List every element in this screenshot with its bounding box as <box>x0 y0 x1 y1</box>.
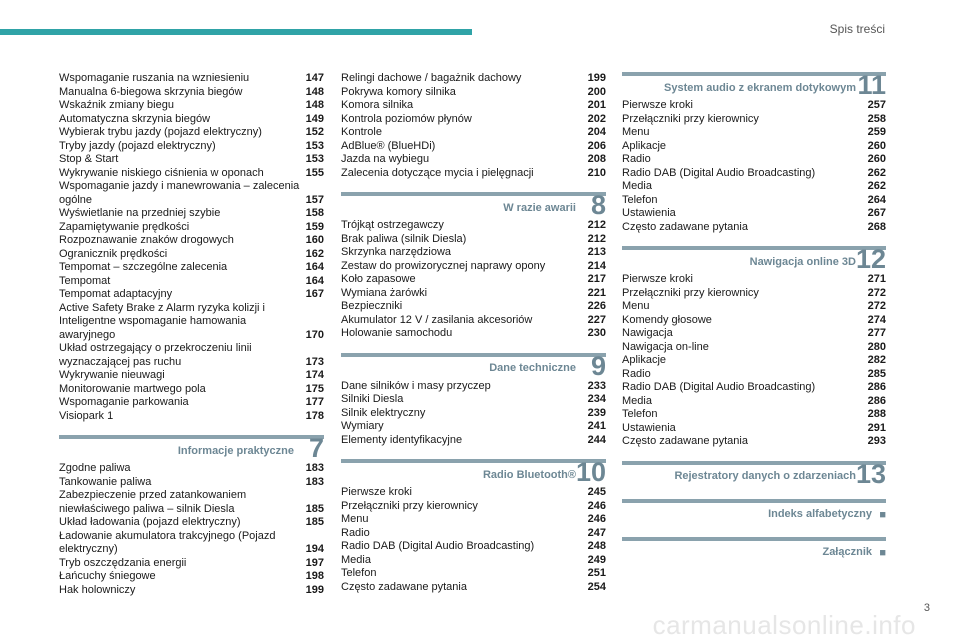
toc-entry[interactable] <box>59 167 324 181</box>
toc-entry-page: 246 <box>587 513 606 525</box>
toc-entry[interactable] <box>341 327 606 341</box>
toc-entry[interactable] <box>341 486 606 500</box>
toc-entry[interactable] <box>622 221 886 235</box>
toc-entry-title: Układ ładowania (pojazd elektryczny) <box>59 516 241 528</box>
toc-entry-title: Pierwsze kroki <box>622 273 693 285</box>
toc-entry[interactable] <box>622 153 886 167</box>
toc-entry[interactable] <box>341 260 606 274</box>
toc-entry-page: 183 <box>305 462 324 474</box>
toc-entry[interactable] <box>622 126 886 140</box>
toc-entry[interactable] <box>59 261 324 275</box>
toc-entry-page: 268 <box>867 220 886 233</box>
toc-entry[interactable] <box>341 540 606 554</box>
toc-entry[interactable] <box>341 500 606 514</box>
toc-entry-title: Media <box>622 394 652 407</box>
section-divider <box>622 246 886 250</box>
toc-entry[interactable] <box>341 554 606 568</box>
toc-entry-page: 271 <box>867 273 886 285</box>
toc-entry-page: 153 <box>305 153 324 165</box>
section-title[interactable]: Rejestratory danych o zdarzeniach <box>674 470 856 482</box>
toc-entry[interactable] <box>341 314 606 328</box>
toc-entry-page: 258 <box>867 112 886 125</box>
watermark: carmanualsonline.info <box>652 610 916 640</box>
toc-entry[interactable] <box>341 153 606 167</box>
toc-entry-title: Tempomat adaptacyjny <box>59 288 173 300</box>
toc-entry[interactable] <box>59 248 324 262</box>
toc-entry-title: Tryb oszczędzania energii <box>59 556 187 569</box>
page-number: 3 <box>923 602 930 614</box>
toc-entry[interactable] <box>622 273 886 287</box>
toc-entry-title: Radio <box>622 153 651 165</box>
toc-entry[interactable] <box>59 570 324 584</box>
toc-entry-title: Ustawienia <box>622 207 676 219</box>
section-header <box>622 72 886 98</box>
section-header <box>341 459 606 485</box>
toc-entry-title: Jazda na wybiegu <box>341 153 430 165</box>
toc-entry-page: 173 <box>305 355 324 368</box>
section-title[interactable]: Nawigacja online 3D <box>749 255 856 268</box>
toc-entry-page: 217 <box>587 273 606 285</box>
toc-entry[interactable] <box>622 341 886 355</box>
toc-entry-page: 293 <box>867 435 886 447</box>
toc-entry-page: 277 <box>867 327 886 339</box>
toc-entry-title: Łańcuchy śniegowe <box>59 570 156 582</box>
toc-entry[interactable] <box>341 140 606 154</box>
toc-entry[interactable] <box>622 368 886 382</box>
toc-entry[interactable] <box>59 396 324 410</box>
toc-entry-page: 246 <box>587 499 606 512</box>
section-number: 12 <box>855 244 886 274</box>
toc-entry-page: 177 <box>305 396 324 408</box>
toc-entry[interactable] <box>59 383 324 397</box>
toc-entry-page: 288 <box>867 408 886 420</box>
toc-entry-page: 249 <box>587 553 606 566</box>
toc-entry-page: 212 <box>587 232 606 245</box>
toc-entry-page: 272 <box>867 300 886 312</box>
section-title[interactable]: Informacje praktyczne <box>177 444 294 457</box>
toc-entry-page: 167 <box>305 288 324 300</box>
toc-entry-title: Relingi dachowe / bagażnik dachowy <box>341 72 522 84</box>
toc-entry-title: Pokrywa komory silnika <box>341 85 456 98</box>
toc-entry-title: Zgodne paliwa <box>59 462 131 474</box>
toc-entry[interactable] <box>622 287 886 301</box>
toc-entry-title: Telefon <box>622 193 658 206</box>
toc-entry[interactable] <box>341 287 606 301</box>
toc-entry-page: 267 <box>867 207 886 219</box>
toc-entry-title: Radio <box>622 367 651 380</box>
toc-entry-title: Zabezpieczenie przed zatankowaniem niewłaściwego paliwa – silnik Diesla <box>59 489 247 515</box>
section-title[interactable]: Dane techniczne <box>489 362 576 374</box>
toc-entry-title: Aplikacje <box>622 139 667 152</box>
toc-entry-title: Wymiary <box>341 420 384 432</box>
section-divider <box>59 435 324 439</box>
toc-entry-title: Aplikacje <box>622 354 667 366</box>
toc-entry-page: 286 <box>867 394 886 407</box>
toc-entry[interactable] <box>341 72 606 86</box>
toc-entry-title: Wspomaganie ruszania na wzniesieniu <box>59 72 250 84</box>
toc-entry-title: Wspomaganie parkowania <box>59 396 189 408</box>
toc-entry[interactable] <box>59 288 324 302</box>
section-header <box>341 192 606 218</box>
toc-entry-title: Nawigacja <box>622 327 673 339</box>
toc-entry-page: 245 <box>587 486 606 498</box>
page-header-title: Spis treści <box>829 22 885 36</box>
toc-entry[interactable] <box>59 516 324 530</box>
toc-entry-title: Radio DAB (Digital Audio Broadcasting) <box>622 166 816 179</box>
toc-entry-page: 148 <box>305 99 324 111</box>
toc-entry-page: 162 <box>305 247 324 260</box>
toc-entry-title: Wspomaganie jazdy i manewrowania – zalecenia ogólne <box>59 180 300 206</box>
toc-entry-page: 226 <box>587 300 606 312</box>
toc-entry-page: 259 <box>867 126 886 138</box>
section-title[interactable]: Indeks alfabetyczny <box>768 508 872 520</box>
toc-entry-title: Menu <box>341 513 369 525</box>
toc-entry[interactable] <box>59 410 324 424</box>
toc-entry-page: 155 <box>305 166 324 179</box>
section-title[interactable]: System audio z ekranem dotykowym <box>664 81 856 94</box>
toc-entry-page: 157 <box>305 193 324 206</box>
toc-entry-title: Tempomat – szczególne zalecenia <box>59 261 228 273</box>
toc-entry-page: 251 <box>587 567 606 579</box>
toc-entry-title: Manualna 6-biegowa skrzynia biegów <box>59 85 243 98</box>
section-header <box>341 350 606 381</box>
toc-entry[interactable] <box>622 354 886 368</box>
toc-entry-page: 254 <box>587 580 606 593</box>
toc-entry-page: 221 <box>587 286 606 299</box>
toc-entry-title: Przełączniki przy kierownicy <box>622 112 759 125</box>
toc-column-2 <box>341 72 606 594</box>
toc-entry-title: Active Safety Brake z Alarm ryzyka kolizji i Inteligentne wspomaganie hamowania awaryjnego <box>59 301 266 341</box>
toc-entry[interactable] <box>622 167 886 181</box>
toc-entry[interactable] <box>59 302 324 343</box>
toc-entry-title: Układ ostrzegający o przekroczeniu linii wyznaczającej pas ruchu <box>59 342 252 368</box>
section-number: 13 <box>855 458 886 489</box>
toc-entry-page: 183 <box>305 475 324 488</box>
toc-entry-title: Silnik elektryczny <box>341 406 426 419</box>
toc-entry-title: Menu <box>622 300 650 312</box>
toc-entry[interactable] <box>341 581 606 595</box>
toc-entry-page: 239 <box>587 406 606 419</box>
toc-entry-page: 214 <box>587 259 606 272</box>
toc-entry-page: 257 <box>867 99 886 111</box>
toc-entry-page: 272 <box>867 286 886 299</box>
section-number: 11 <box>857 70 886 100</box>
toc-entry-title: Radio DAB (Digital Audio Broadcasting) <box>341 540 535 552</box>
toc-entry[interactable] <box>341 527 606 541</box>
toc-entry[interactable] <box>59 234 324 248</box>
toc-entry-title: Bezpieczniki <box>341 300 403 312</box>
toc-entry-title: Brak paliwa (silnik Diesla) <box>341 232 467 245</box>
toc-entry[interactable] <box>59 462 324 476</box>
toc-entry[interactable] <box>59 140 324 154</box>
toc-entry[interactable] <box>622 327 886 341</box>
toc-entry-page: 247 <box>587 526 606 539</box>
toc-entry-page: 262 <box>867 166 886 179</box>
toc-entry-title: Ładowanie akumulatora trakcyjnego (Pojazd elektryczny) <box>59 529 276 555</box>
toc-entry[interactable] <box>622 180 886 194</box>
toc-entry-title: Hak holowniczy <box>59 583 136 596</box>
toc-entry-title: Komendy głosowe <box>622 313 712 326</box>
section-divider <box>622 537 886 541</box>
section-number: 7 <box>308 433 324 463</box>
toc-entry-title: Telefon <box>341 567 377 579</box>
toc-entry[interactable] <box>341 167 606 181</box>
toc-entry-page: 262 <box>867 180 886 192</box>
toc-entry[interactable] <box>341 99 606 113</box>
toc-entry[interactable] <box>341 113 606 127</box>
toc-entry[interactable] <box>341 126 606 140</box>
toc-entry-page: 159 <box>305 220 324 233</box>
toc-entry-title: Wykrywanie nieuwagi <box>59 369 165 381</box>
toc-entry-title: Komora silnika <box>341 99 414 111</box>
toc-entry-page: 280 <box>867 340 886 353</box>
section-divider <box>622 461 886 465</box>
toc-entry-title: Wyświetlanie na przedniej szybie <box>59 207 221 219</box>
toc-entry-page: 158 <box>305 207 324 219</box>
section-header <box>622 458 886 489</box>
section-title[interactable]: Radio Bluetooth® <box>482 468 576 481</box>
toc-entry[interactable] <box>341 219 606 233</box>
toc-entry-page: 274 <box>867 313 886 326</box>
toc-entry-page: 204 <box>587 126 606 138</box>
toc-entry[interactable] <box>59 530 324 557</box>
toc-entry-page: 164 <box>305 274 324 287</box>
toc-entry-title: Często zadawane pytania <box>341 580 467 593</box>
toc-entry-title: Radio DAB (Digital Audio Broadcasting) <box>622 381 816 393</box>
toc-entry[interactable] <box>59 584 324 598</box>
toc-entry-page: 201 <box>587 99 606 111</box>
toc-entry[interactable] <box>622 300 886 314</box>
toc-entry[interactable] <box>59 72 324 86</box>
toc-entry-title: Zestaw do prowizorycznej naprawy opony <box>341 259 546 272</box>
toc-entry-page: 241 <box>587 420 606 432</box>
toc-entry-title: Wskaźnik zmiany biegu <box>59 99 174 111</box>
toc-entry-page: 260 <box>867 153 886 165</box>
toc-entry[interactable] <box>341 246 606 260</box>
toc-entry-title: Media <box>622 180 652 192</box>
toc-entry-title: Wymiana żarówki <box>341 286 428 299</box>
toc-entry[interactable] <box>59 180 324 207</box>
toc-entry[interactable] <box>59 221 324 235</box>
toc-entry-page: 174 <box>305 369 324 381</box>
toc-entry-title: Pierwsze kroki <box>622 99 693 111</box>
toc-entry-title: Radio <box>341 526 370 539</box>
toc-entry-page: 153 <box>305 139 324 152</box>
toc-entry-page: 230 <box>587 327 606 339</box>
toc-entry-title: Media <box>341 553 371 566</box>
section-header <box>622 246 886 272</box>
toc-entry-title: Elementy identyfikacyjne <box>341 433 463 446</box>
toc-entry[interactable] <box>341 380 606 394</box>
section-number: 10 <box>575 457 606 487</box>
toc-entry-title: Zapamiętywanie prędkości <box>59 220 190 233</box>
toc-entry-page: 199 <box>587 72 606 84</box>
toc-entry-page: 285 <box>867 367 886 380</box>
toc-entry-title: Ogranicznik prędkości <box>59 247 168 260</box>
toc-entry-title: Ustawienia <box>622 421 676 434</box>
toc-entry[interactable] <box>341 233 606 247</box>
toc-entry-title: Trójkąt ostrzegawczy <box>341 219 444 231</box>
toc-entry[interactable] <box>59 557 324 571</box>
toc-entry[interactable] <box>341 393 606 407</box>
toc-entry[interactable] <box>622 113 886 127</box>
toc-entry[interactable] <box>59 153 324 167</box>
toc-entry-title: AdBlue® (BlueHDi) <box>341 139 436 152</box>
toc-entry-title: Często zadawane pytania <box>622 435 748 447</box>
toc-entry[interactable] <box>59 113 324 127</box>
toc-entry-page: 194 <box>305 543 324 555</box>
toc-entry[interactable] <box>59 369 324 383</box>
toc-entry-title: Tempomat <box>59 274 111 287</box>
toc-entry[interactable] <box>341 420 606 434</box>
toc-entry-page: 200 <box>587 85 606 98</box>
toc-entry-title: Automatyczna skrzynia biegów <box>59 112 211 125</box>
toc-entry-page: 212 <box>587 219 606 231</box>
toc-entry[interactable] <box>341 300 606 314</box>
toc-entry-title: Wykrywanie niskiego ciśnienia w oponach <box>59 166 264 179</box>
toc-entry-page: 197 <box>305 556 324 569</box>
toc-entry-page: 213 <box>587 246 606 258</box>
section-divider <box>622 72 886 76</box>
toc-entry-page: 202 <box>587 112 606 125</box>
toc-entry-title: Tankowanie paliwa <box>59 475 152 488</box>
toc-entry-title: Tryby jazdy (pojazd elektryczny) <box>59 139 216 152</box>
toc-entry-page: 208 <box>587 153 606 165</box>
toc-entry-page: 206 <box>587 139 606 152</box>
toc-entry[interactable] <box>341 567 606 581</box>
toc-entry-title: Przełączniki przy kierownicy <box>341 499 478 512</box>
toc-entry[interactable] <box>622 99 886 113</box>
toc-entry-page: 248 <box>587 540 606 552</box>
toc-entry[interactable] <box>59 342 324 369</box>
toc-entry[interactable] <box>341 434 606 448</box>
toc-entry-title: Często zadawane pytania <box>622 220 748 233</box>
section-number: ■ <box>879 546 886 559</box>
toc-entry-page: 185 <box>305 502 324 515</box>
toc-entry-page: 210 <box>587 166 606 179</box>
toc-entry-page: 286 <box>867 381 886 393</box>
toc-entry[interactable] <box>59 275 324 289</box>
toc-entry-page: 148 <box>305 85 324 98</box>
toc-entry-page: 227 <box>587 313 606 326</box>
toc-column-3 <box>622 72 886 564</box>
toc-entry-title: Koło zapasowe <box>341 273 416 285</box>
toc-entry-title: Wybierak trybu jazdy (pojazd elektryczny) <box>59 126 262 138</box>
toc-entry-page: 291 <box>867 421 886 434</box>
toc-entry[interactable] <box>622 381 886 395</box>
toc-entry[interactable] <box>622 395 886 409</box>
toc-entry[interactable] <box>341 273 606 287</box>
toc-entry-page: 152 <box>305 126 324 138</box>
toc-entry-title: Przełączniki przy kierownicy <box>622 286 759 299</box>
toc-entry-title: Rozpoznawanie znaków drogowych <box>59 234 234 246</box>
toc-entry-title: Dane silników i masy przyczep <box>341 379 491 392</box>
toc-column-1 <box>59 72 324 597</box>
toc-entry[interactable] <box>59 476 324 490</box>
toc-entry-page: 175 <box>305 382 324 395</box>
section-divider <box>622 499 886 503</box>
toc-entry-page: 149 <box>305 112 324 125</box>
toc-entry-page: 170 <box>305 328 324 341</box>
toc-entry[interactable] <box>59 489 324 516</box>
toc-entry[interactable] <box>622 194 886 208</box>
toc-entry-title: Menu <box>622 126 650 138</box>
toc-entry-title: Stop & Start <box>59 153 119 165</box>
toc-entry-page: 199 <box>305 583 324 596</box>
toc-entry-page: 160 <box>305 234 324 246</box>
toc-entry-page: 244 <box>587 433 606 446</box>
toc-entry[interactable] <box>622 140 886 154</box>
toc-entry[interactable] <box>341 86 606 100</box>
toc-entry-page: 282 <box>867 354 886 366</box>
section-number: 9 <box>590 350 606 381</box>
toc-entry-page: 234 <box>587 393 606 405</box>
toc-entry-title: Kontrola poziomów płynów <box>341 112 472 125</box>
toc-entry[interactable] <box>622 314 886 328</box>
toc-entry-page: 233 <box>587 379 606 392</box>
toc-entry-title: Pierwsze kroki <box>341 486 412 498</box>
toc-entry[interactable] <box>622 422 886 436</box>
toc-entry[interactable] <box>59 126 324 140</box>
section-divider <box>341 459 606 463</box>
toc-entry-title: Skrzynka narzędziowa <box>341 246 452 258</box>
toc-entry-page: 147 <box>305 72 324 84</box>
toc-entry[interactable] <box>622 207 886 221</box>
section-number: 8 <box>590 190 606 220</box>
section-header <box>622 499 886 525</box>
toc-entry-page: 178 <box>305 409 324 422</box>
toc-entry-title: Zalecenia dotyczące mycia i pielęgnacji <box>341 166 534 179</box>
section-title[interactable]: W razie awarii <box>503 201 576 214</box>
section-divider <box>341 353 606 357</box>
toc-entry-title: Akumulator 12 V / zasilania akcesoriów <box>341 313 533 326</box>
toc-entry-page: 185 <box>305 516 324 528</box>
toc-entry-title: Nawigacja on-line <box>622 340 709 353</box>
toc-entry-page: 260 <box>867 139 886 152</box>
toc-entry-title: Holowanie samochodu <box>341 327 453 339</box>
toc-entry-title: Visiopark 1 <box>59 409 114 422</box>
header-accent-bar <box>0 29 472 35</box>
toc-entry[interactable] <box>59 207 324 221</box>
section-number: ■ <box>879 508 886 521</box>
toc-entry-title: Silniki Diesla <box>341 393 404 405</box>
toc-entry-title: Telefon <box>622 408 658 420</box>
section-header <box>622 537 886 563</box>
toc-entry[interactable] <box>59 86 324 100</box>
toc-entry-page: 198 <box>305 570 324 582</box>
section-header <box>59 435 324 461</box>
section-title[interactable]: Załącznik <box>822 546 872 558</box>
toc-entry[interactable] <box>59 99 324 113</box>
toc-entry-title: Kontrole <box>341 126 382 138</box>
toc-entry[interactable] <box>622 408 886 422</box>
toc-entry-title: Monitorowanie martwego pola <box>59 382 206 395</box>
toc-entry-page: 164 <box>305 261 324 273</box>
toc-entry[interactable] <box>341 407 606 421</box>
toc-entry-page: 264 <box>867 193 886 206</box>
section-divider <box>341 192 606 196</box>
toc-entry[interactable] <box>622 435 886 449</box>
toc-entry[interactable] <box>341 513 606 527</box>
